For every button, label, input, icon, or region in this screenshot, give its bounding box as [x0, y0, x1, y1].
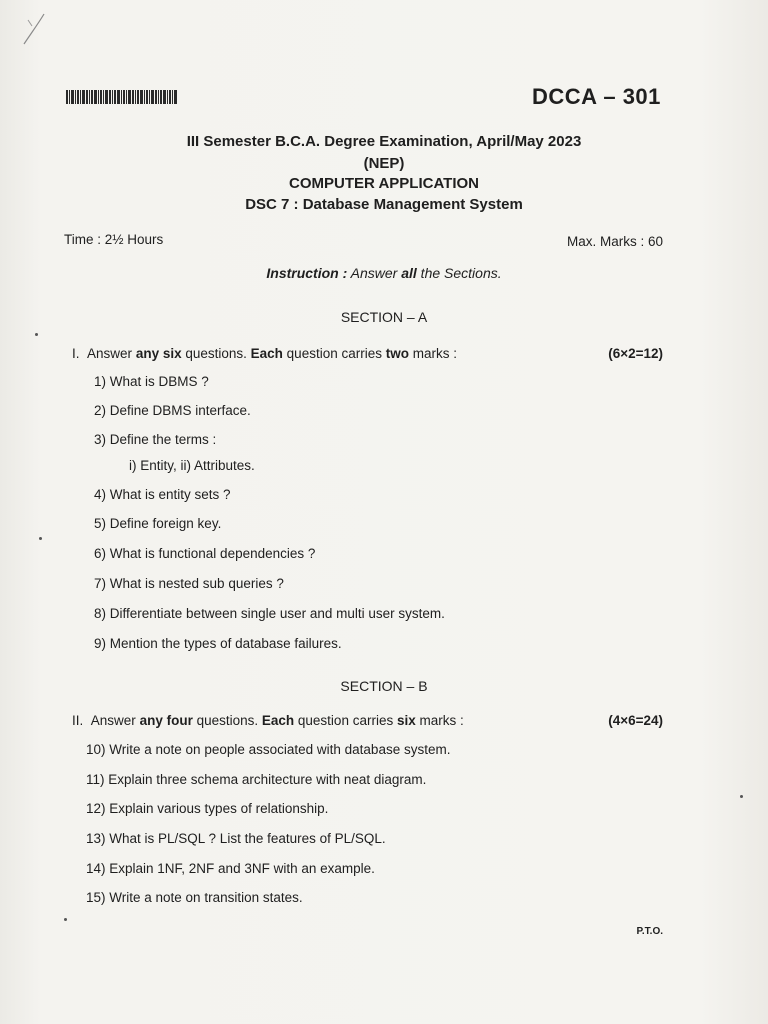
section-b-marks: (4×6=24) — [608, 713, 663, 728]
section-a-numeral: I. — [72, 346, 80, 361]
section-a-head-bold: any six — [135, 346, 182, 361]
question-item: 2) Define DBMS interface. — [94, 403, 251, 418]
section-b-head-text: Answer — [90, 713, 140, 728]
question-item: 6) What is functional dependencies ? — [94, 546, 316, 561]
question-item: 10) Write a note on people associated with database system. — [86, 742, 451, 757]
paper-code: DCCA – 301 — [532, 84, 661, 109]
question-item: 5) Define foreign key. — [94, 516, 222, 531]
section-a-head-bold: two — [385, 346, 409, 361]
pencil-mark — [18, 10, 48, 50]
scheme-label: (NEP) — [363, 155, 405, 172]
specks — [740, 795, 743, 798]
question-item: 11) Explain three schema architecture with neat diagram. — [86, 772, 427, 787]
instruction-bold: all — [401, 265, 417, 281]
section-b-head-bold: Each — [261, 713, 295, 728]
instruction-text-2: the Sections. — [416, 265, 502, 281]
section-a-title: SECTION – A — [340, 309, 428, 325]
specks — [39, 537, 42, 540]
question-item: 13) What is PL/SQL ? List the features of PL/SQL. — [86, 831, 386, 846]
section-b-head-text: questions. — [192, 713, 262, 728]
section-a-head-text: Answer — [87, 346, 136, 361]
subject-title: COMPUTER APPLICATION — [289, 175, 479, 192]
section-b-head-text: question carries — [294, 713, 397, 728]
instruction-prefix: Instruction : — [266, 265, 348, 281]
question-item: 7) What is nested sub queries ? — [94, 576, 284, 591]
section-a-head-text: marks : — [408, 346, 457, 361]
section-a-head-text: questions. — [181, 346, 251, 361]
barcode — [66, 90, 192, 104]
specks — [64, 918, 67, 921]
instruction-text-1: Answer — [350, 265, 402, 281]
question-item: 12) Explain various types of relationship. — [86, 801, 329, 816]
section-b-title: SECTION – B — [340, 678, 428, 694]
specks — [35, 333, 38, 336]
question-item: 9) Mention the types of database failures. — [94, 636, 342, 651]
section-a-head-text: question carries — [282, 346, 386, 361]
section-a-heading — [72, 346, 457, 361]
pto-label: P.T.O. — [636, 926, 663, 937]
question-item: 15) Write a note on transition states. — [86, 890, 303, 905]
time-duration: Time : 2½ Hours — [64, 232, 164, 247]
question-item: 1) What is DBMS ? — [94, 374, 209, 389]
section-a-head-bold: Each — [250, 346, 283, 361]
question-item: 8) Differentiate between single user and multi user system. — [94, 606, 445, 621]
section-b-head-text: marks : — [415, 713, 464, 728]
section-b-heading — [72, 713, 464, 728]
paper-name: DSC 7 : Database Management System — [245, 196, 523, 213]
question-item: 14) Explain 1NF, 2NF and 3NF with an example. — [86, 861, 375, 876]
question-subterms: i) Entity, ii) Attributes. — [129, 458, 255, 473]
section-b-head-bold: six — [396, 713, 416, 728]
section-b-head-bold: any four — [139, 713, 193, 728]
question-item: 3) Define the terms : — [94, 432, 217, 447]
section-a-marks: (6×2=12) — [608, 346, 663, 361]
instruction — [0, 265, 768, 281]
exam-title: III Semester B.C.A. Degree Examination, April/May 2023 — [186, 133, 582, 150]
question-item: 4) What is entity sets ? — [94, 487, 231, 502]
max-marks: Max. Marks : 60 — [566, 234, 663, 249]
section-b-numeral: II. — [72, 713, 84, 728]
